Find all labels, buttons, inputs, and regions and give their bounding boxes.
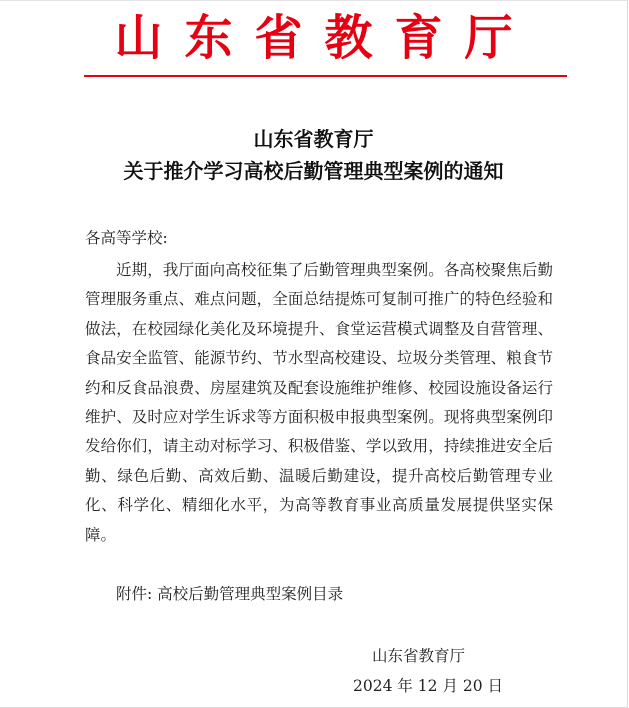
document-title-line1: 山东省教育厅 bbox=[253, 127, 374, 151]
salutation: 各高等学校: bbox=[85, 229, 168, 247]
letterhead-red-rule bbox=[84, 75, 567, 77]
letterhead-title: 山东省教育厅 bbox=[114, 10, 535, 66]
document-title-line2: 关于推介学习高校后勤管理典型案例的通知 bbox=[123, 159, 504, 183]
body-paragraph: 近期，我厅面向高校征集了后勤管理典型案例。各高校聚焦后勤管理服务重点、难点问题，全面总结提炼可复制可推广的特色经验和做法，在校园绿化美化及环境提升、食堂运营模式调整及自营管理、食品安全监管、能源节约、节水型高校建设、垃圾分类管理、粮食节约和反食品浪费、房屋建筑及配套设施维护维修、校园设施设备运行维护、及时应对学生诉求等方面积极申报典型案例。现将典型案例印发给你们，请主动对标学习、积极借鉴、学以致用，持续推进安全后勤、绿色后勤、高效后勤、温暖后勤建设，提升高校后勤管理专业化、科学化、精细化水平，为高等教育事业高质量发展提供坚实保障。 bbox=[85, 261, 553, 544]
attachment-line: 附件: 高校后勤管理典型案例目录 bbox=[116, 585, 344, 603]
signature-issuer: 山东省教育厅 bbox=[372, 647, 466, 665]
signature-date: 2024 年 12 月 20 日 bbox=[353, 677, 504, 695]
